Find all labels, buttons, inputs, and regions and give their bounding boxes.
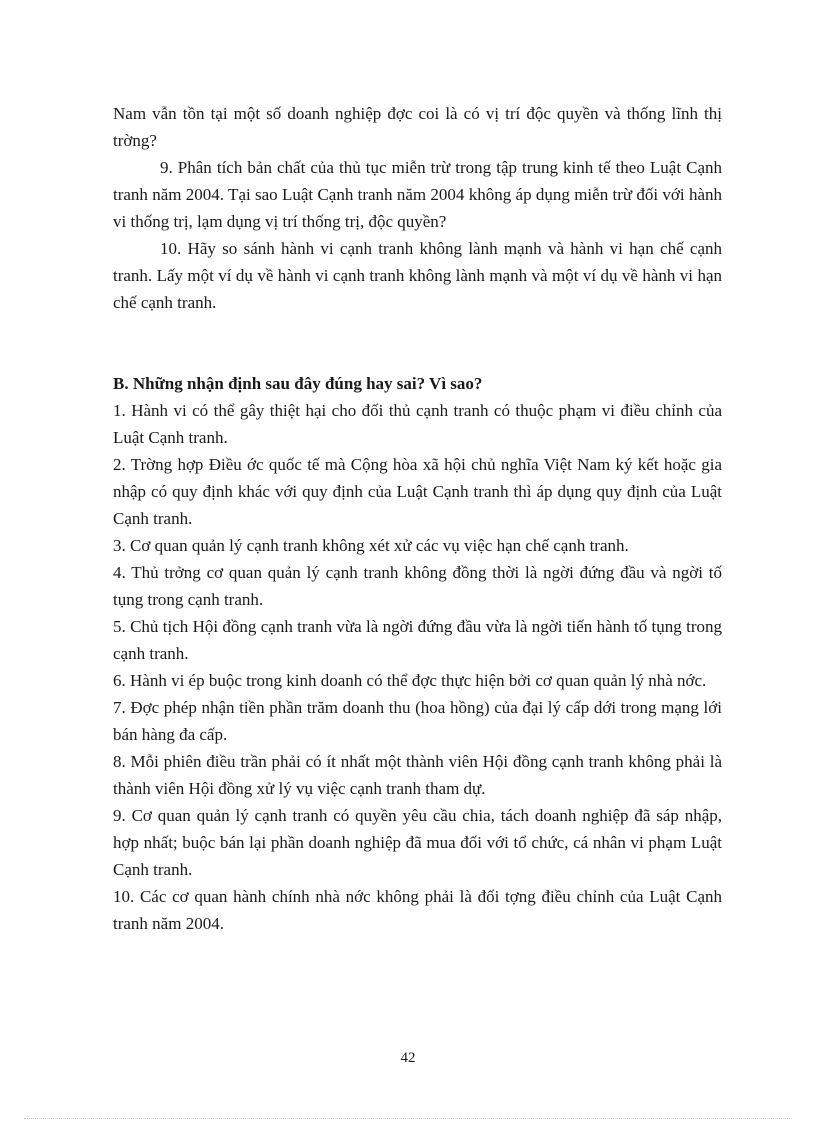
statement-7: 7. Đợc phép nhận tiền phần trăm doanh thu (hoa hồng) của đại lý cấp dới trong mạng lới bán hàng đa cấp. <box>113 698 722 744</box>
statement-3: 3. Cơ quan quản lý cạnh tranh không xét xử các vụ việc hạn chế cạnh tranh. <box>113 536 629 555</box>
statement-4: 4. Thủ trởng cơ quan quản lý cạnh tranh không đồng thời là ngời đứng đầu và ngời tố tụng trong cạnh tranh. <box>113 563 722 609</box>
statement-8: 8. Mỗi phiên điều trần phải có ít nhất một thành viên Hội đồng cạnh tranh không phải là thành viên Hội đồng xử lý vụ việc cạnh tranh tham dự. <box>113 752 722 798</box>
section-gap <box>113 316 722 370</box>
page-bottom-border <box>24 1118 792 1119</box>
page-content <box>113 100 722 937</box>
statement-10: 10. Các cơ quan hành chính nhà nớc không phải là đối tợng điều chỉnh của Luật Cạnh tranh năm 2004. <box>113 887 722 933</box>
statement-5: 5. Chủ tịch Hội đồng cạnh tranh vừa là ngời đứng đầu vừa là ngời tiến hành tố tụng trong cạnh tranh. <box>113 617 722 663</box>
question-9: 9. Phân tích bản chất của thủ tục miễn trừ trong tập trung kinh tế theo Luật Cạnh tranh năm 2004. Tại sao Luật Cạnh tranh năm 2004 không áp dụng miễn trừ đối với hành vi thống trị, lạm dụng vị trí thống trị, độc quyền? <box>113 158 722 231</box>
page-number: 42 <box>400 1050 416 1066</box>
statement-2: 2. Trờng hợp Điều ớc quốc tế mà Cộng hòa xã hội chủ nghĩa Việt Nam ký kết hoặc gia nhập có quy định khác với quy định của Luật Cạnh tranh thì áp dụng quy định của Luật Cạnh tranh. <box>113 455 722 528</box>
statement-6: 6. Hành vi ép buộc trong kinh doanh có thể đợc thực hiện bởi cơ quan quản lý nhà nớc. <box>113 671 707 690</box>
question-10: 10. Hãy so sánh hành vi cạnh tranh không lành mạnh và hành vi hạn chế cạnh tranh. Lấy một ví dụ về hành vi cạnh tranh không lành mạnh và một ví dụ về hành vi hạn chế cạnh tranh. <box>113 239 722 312</box>
statement-1: 1. Hành vi có thể gây thiệt hại cho đối thủ cạnh tranh có thuộc phạm vi điều chỉnh của Luật Cạnh tranh. <box>113 401 722 447</box>
section-b-heading: B. Những nhận định sau đây đúng hay sai? Vì sao? <box>113 374 483 393</box>
question-8-continuation: Nam vẫn tồn tại một số doanh nghiệp đợc coi là có vị trí độc quyền và thống lĩnh thị trờng? <box>113 104 722 150</box>
statement-9: 9. Cơ quan quản lý cạnh tranh có quyền yêu cầu chia, tách doanh nghiệp đã sáp nhập, hợp nhất; buộc bán lại phần doanh nghiệp đã mua đối với tổ chức, cá nhân vi phạm Luật Cạnh tranh. <box>113 806 722 879</box>
